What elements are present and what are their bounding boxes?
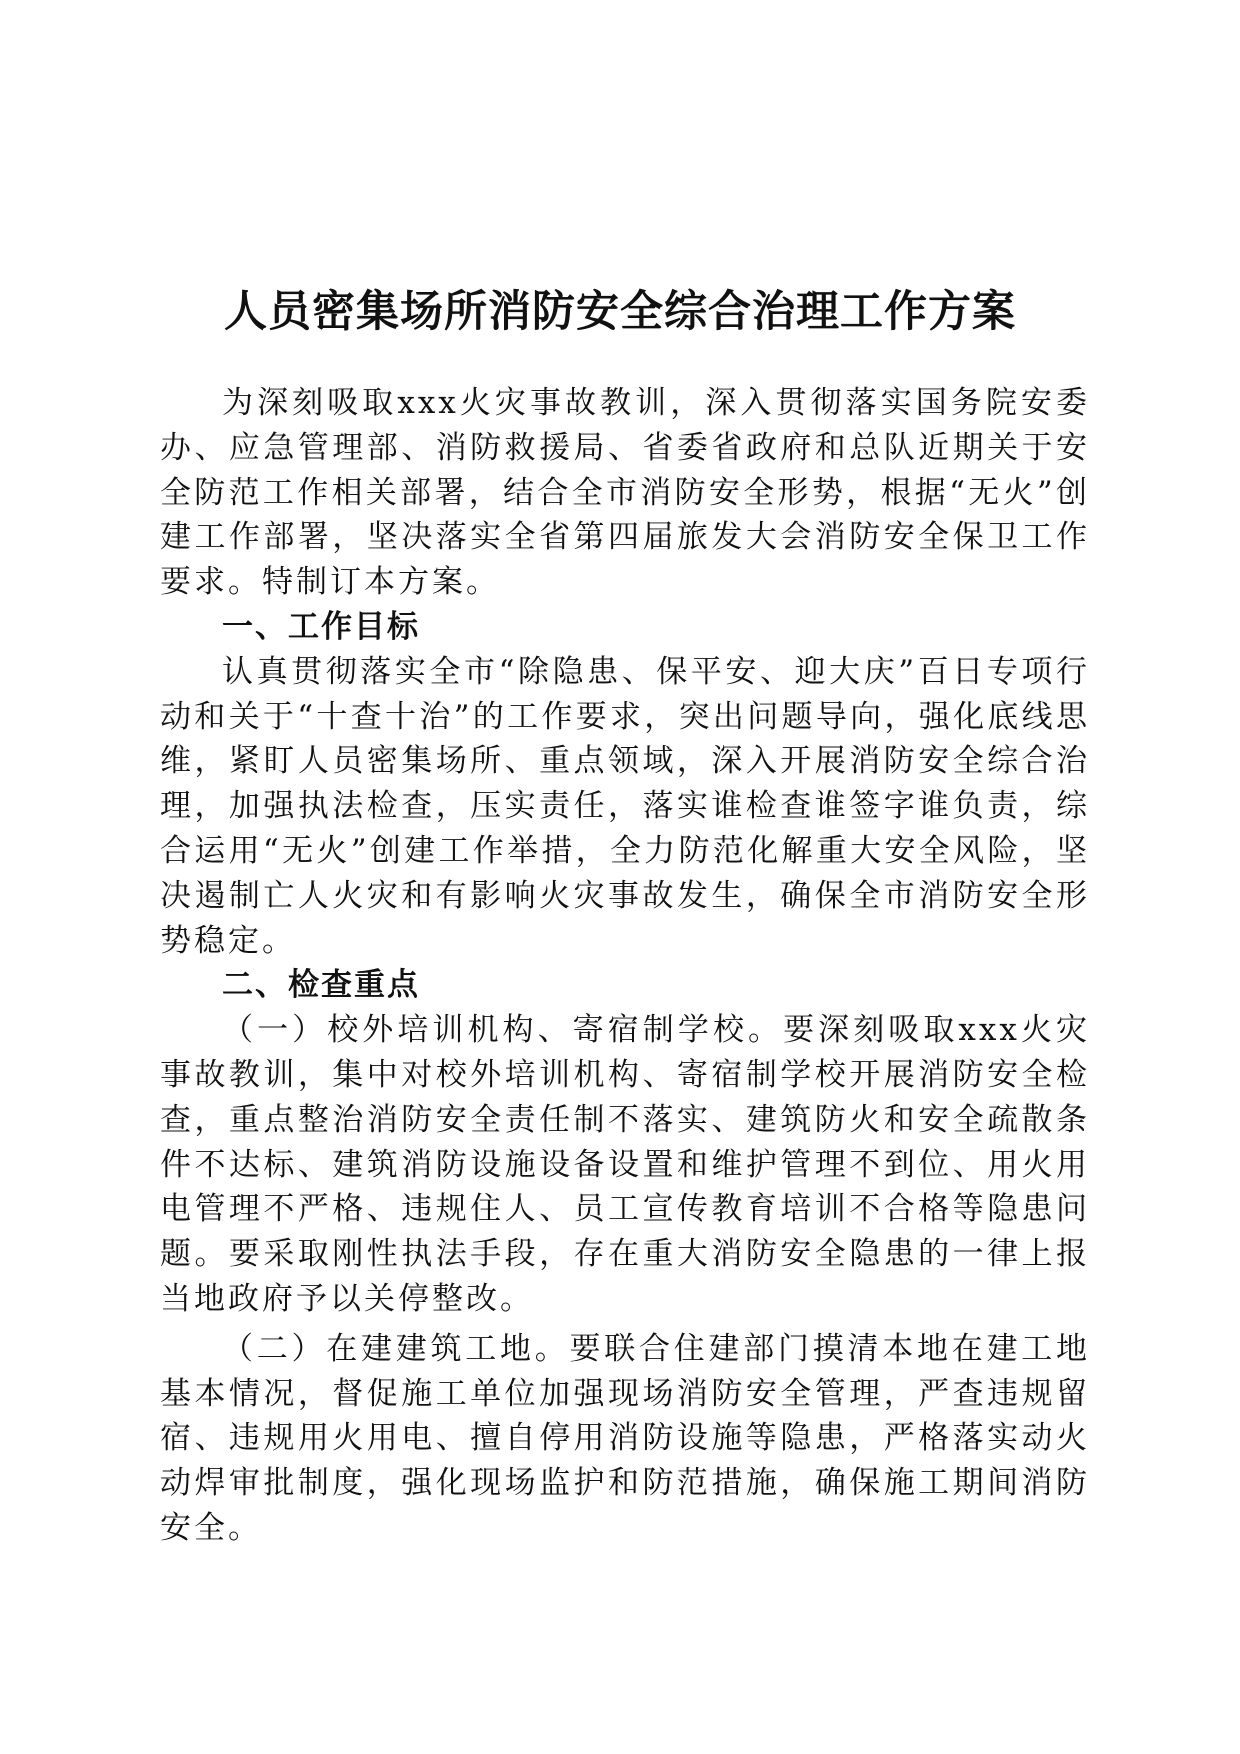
document-body — [160, 381, 1090, 1551]
inspection-paragraph-training-schools: （一）校外培训机构、寄宿制学校。要深刻吸取xxx火灾事故教训，集中对校外培训机构、寄宿制学校开展消防安全检查，重点整治消防安全责任制不落实、建筑防火和安全疏散条件不达标、建筑消防设施设备设置和维护管理不到位、用火用电管理不严格、违规住人、员工宣传教育培训不合格等隐患问题。要采取刚性执法手段，存在重大消防安全隐患的一律上报当地政府予以关停整改。 — [160, 1012, 1090, 1317]
section-heading-inspection-focus: 二、检查重点 — [222, 967, 420, 1004]
document-title: 人员密集场所消防安全综合治理工作方案 — [224, 286, 1016, 337]
goals-paragraph: 认真贯彻落实全市“除隐患、保平安、迎大庆”百日专项行动和关于“十查十治”的工作要求，突出问题导向，强化底线思维，紧盯人员密集场所、重点领域，深入开展消防安全综合治理，加强执法检查，压实责任，落实谁检查谁签字谁负责，综合运用“无火”创建工作举措，全力防范化解重大安全风险，坚决遏制亡人火灾和有影响火灾事故发生，确保全市消防安全形势稳定。 — [160, 653, 1090, 959]
section-heading-goals: 一、工作目标 — [222, 608, 420, 645]
intro-paragraph: 为深刻吸取xxx火灾事故教训，深入贯彻落实国务院安委办、应急管理部、消防救援局、省委省政府和总队近期关于安全防范工作相关部署，结合全市消防安全形势，根据“无火”创建工作部署，坚决落实全省第四届旅发大会消防安全保卫工作要求。特制订本方案。 — [160, 385, 1090, 601]
inspection-paragraph-construction-sites: （二）在建建筑工地。要联合住建部门摸清本地在建工地基本情况，督促施工单位加强现场消防安全管理，严查违规留宿、违规用火用电、擅自停用消防设施等隐患，严格落实动火动焊审批制度，强化现场监护和防范措施，确保施工期间消防安全。 — [160, 1330, 1090, 1546]
